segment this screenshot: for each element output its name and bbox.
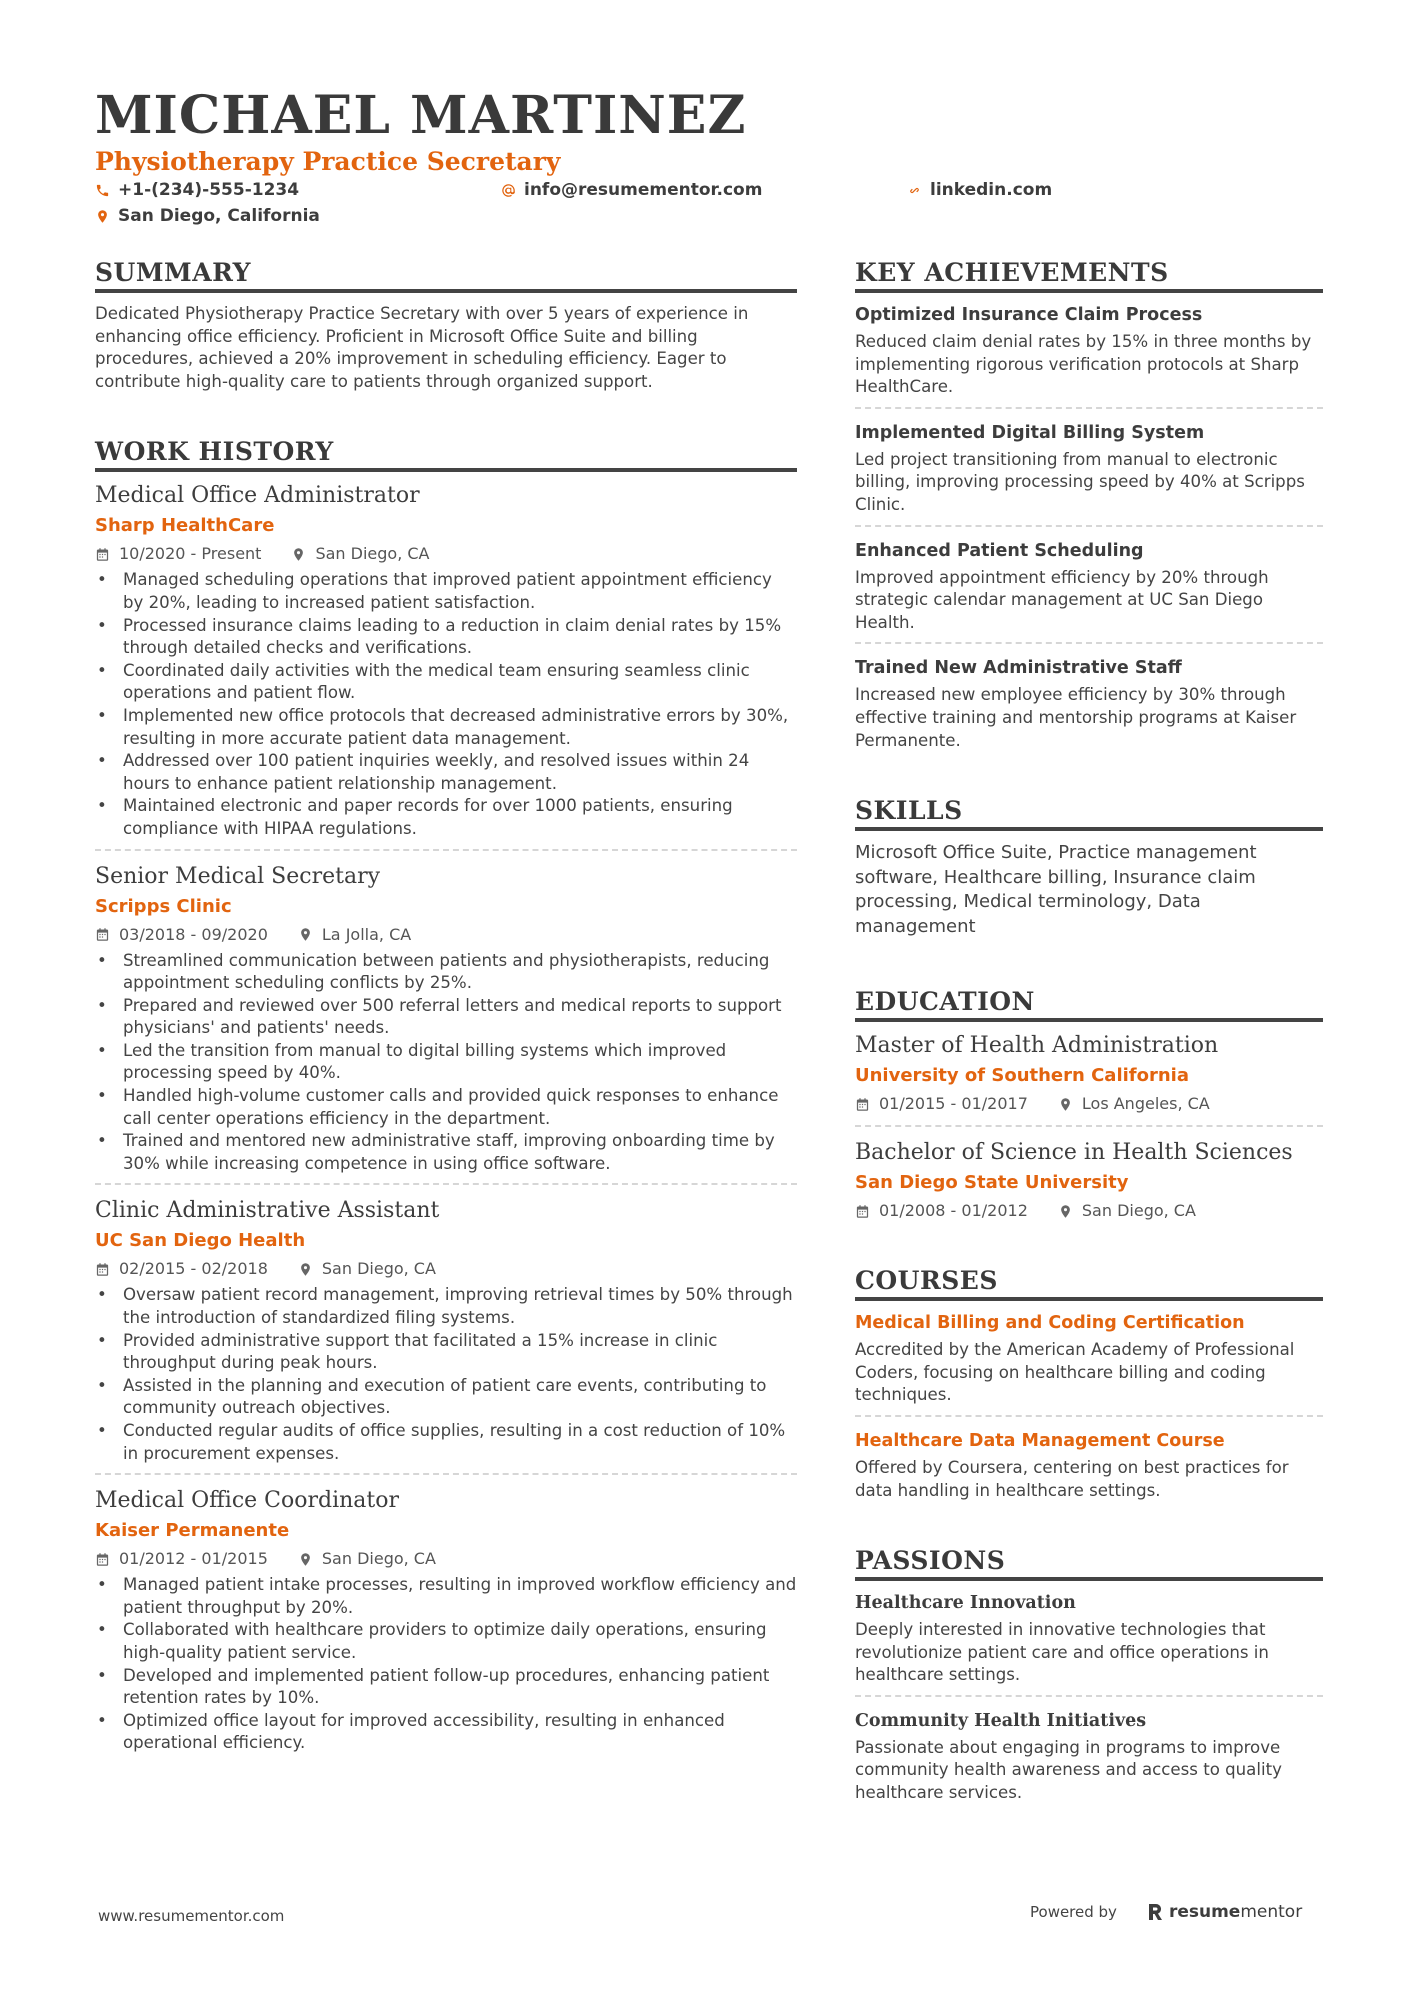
entry-dates: 01/2012 - 01/2015	[119, 1549, 268, 1569]
skills-heading: SKILLS	[855, 796, 1323, 831]
entry-dates: 03/2018 - 09/2020	[119, 924, 268, 944]
job-bullet: • Managed scheduling operations that improved patient appointment efficiency by 20%, leading to increased patient satisfaction.	[95, 569, 797, 614]
job-bullets	[95, 1284, 797, 1465]
phone-icon	[95, 183, 110, 198]
brand-name-bold: resume	[1168, 1902, 1241, 1922]
candidate-title: Physiotherapy Practice Secretary	[95, 147, 561, 176]
entry-meta	[95, 924, 797, 946]
calendar-icon	[95, 1552, 110, 1567]
calendar-icon	[95, 1262, 110, 1277]
entry-location	[1058, 1200, 1196, 1222]
entry-dates: 01/2008 - 01/2012	[879, 1201, 1028, 1221]
education-heading: EDUCATION	[855, 987, 1323, 1022]
courses-section	[855, 1266, 1323, 1510]
right-column	[855, 258, 1323, 1813]
job-bullet: • Led the transition from manual to digital billing systems which improved processing speed by 40%.	[95, 1040, 797, 1085]
entry-dates: 01/2015 - 01/2017	[879, 1094, 1028, 1114]
courses-heading: COURSES	[855, 1266, 1323, 1301]
contact-location	[95, 206, 320, 226]
job-bullet: • Provided administrative support that facilitated a 15% increase in clinic throughput during peak hours.	[95, 1330, 797, 1375]
course-entry	[855, 1311, 1323, 1415]
contact-email[interactable]	[501, 180, 762, 200]
passion-title: Healthcare Innovation	[855, 1593, 1076, 1614]
entry-meta	[95, 1258, 797, 1280]
achievement-text: Increased new employee efficiency by 30% through effective training and mentorship programs at Kaiser Permanente.	[855, 685, 1297, 750]
skills-section	[855, 796, 1323, 939]
summary-section	[95, 258, 797, 393]
footer-branding	[1030, 1902, 1302, 1922]
education-entry	[855, 1125, 1323, 1232]
achievement-entry	[855, 642, 1323, 760]
passions-section	[855, 1546, 1323, 1813]
achievement-text: Led project transitioning from manual to electronic billing, improving processing speed by 40% at Scripps Clinic.	[855, 449, 1305, 514]
achievement-entry	[855, 303, 1323, 407]
entry-location-text: San Diego, CA	[315, 544, 430, 564]
achievement-text: Improved appointment efficiency by 20% through strategic calendar management at UC San Diego Health.	[855, 567, 1269, 632]
calendar-icon	[95, 927, 110, 942]
course-title: Medical Billing and Coding Certification	[855, 1313, 1245, 1334]
job-bullet: • Optimized office layout for improved accessibility, resulting in enhanced operational efficiency.	[95, 1710, 797, 1755]
resume-header	[95, 85, 1325, 232]
linkedin-text: linkedin.com	[930, 180, 1053, 200]
company-name: UC San Diego Health	[95, 1230, 306, 1252]
phone-text: +1-(234)-555-1234	[118, 180, 300, 200]
entry-meta	[855, 1093, 1323, 1115]
map-pin-icon	[291, 547, 306, 562]
company-name: Kaiser Permanente	[95, 1520, 290, 1542]
map-pin-icon	[298, 1552, 313, 1567]
map-pin-icon	[1058, 1097, 1073, 1112]
course-text: Offered by Coursera, centering on best practices for data handling in healthcare settings.	[855, 1457, 1289, 1500]
contact-linkedin[interactable]	[907, 180, 1052, 200]
job-title: Senior Medical Secretary	[95, 863, 381, 889]
entry-dates: 10/2020 - Present	[119, 544, 262, 564]
entry-dates: 02/2015 - 02/2018	[119, 1259, 268, 1279]
achievement-title: Optimized Insurance Claim Process	[855, 305, 1203, 325]
job-bullet: • Collaborated with healthcare providers to optimize daily operations, ensuring high-quality patient service.	[95, 1619, 797, 1664]
work-history-section	[95, 437, 797, 1763]
email-text: info@resumementor.com	[524, 180, 763, 200]
entry-location	[298, 924, 411, 946]
calendar-icon	[855, 1097, 870, 1112]
job-bullet: • Handled high-volume customer calls and provided quick responses to enhance call center operations efficiency in the department.	[95, 1085, 797, 1130]
achievement-entry	[855, 407, 1323, 525]
entry-meta	[855, 1200, 1323, 1222]
job-bullet: • Implemented new office protocols that decreased administrative errors by 30%, resulting in more accurate patient data management.	[95, 705, 797, 750]
location-text: San Diego, California	[118, 206, 320, 226]
work-history-heading: WORK HISTORY	[95, 437, 797, 472]
passion-entry	[855, 1591, 1323, 1695]
job-bullet: • Prepared and reviewed over 500 referral letters and medical reports to support physicians' and patients' needs.	[95, 995, 797, 1040]
passion-text: Deeply interested in innovative technologies that revolutionize patient care and office operations in healthcare settings.	[855, 1620, 1269, 1685]
course-title: Healthcare Data Management Course	[855, 1430, 1225, 1451]
contact-info	[95, 180, 1325, 232]
calendar-icon	[95, 547, 110, 562]
job-bullet: • Maintained electronic and paper records for over 1000 patients, ensuring compliance with HIPAA regulations.	[95, 795, 797, 840]
job-bullet: • Assisted in the planning and execution of patient care events, contributing to community outreach objectives.	[95, 1375, 797, 1420]
education-list	[855, 1032, 1323, 1232]
achievement-text: Reduced claim denial rates by 15% in three months by implementing rigorous verification protocols at Sharp HealthCare.	[855, 332, 1312, 397]
job-bullet: • Oversaw patient record management, improving retrieval times by 50% through the introduction of standardized filing systems.	[95, 1284, 797, 1329]
job-title: Medical Office Administrator	[95, 483, 420, 509]
job-bullet: • Managed patient intake processes, resulting in improved workflow efficiency and patient throughput by 20%.	[95, 1574, 797, 1619]
passion-title: Community Health Initiatives	[855, 1710, 1147, 1731]
education-section	[855, 987, 1323, 1232]
course-text: Accredited by the American Academy of Professional Coders, focusing on healthcare billing and coding techniques.	[855, 1340, 1295, 1405]
entry-location-text: San Diego, CA	[321, 1259, 436, 1279]
passions-heading: PASSIONS	[855, 1546, 1323, 1581]
job-bullet: • Trained and mentored new administrative staff, improving onboarding time by 30% while increasing competence in using office software.	[95, 1130, 797, 1175]
map-pin-icon	[1058, 1204, 1073, 1219]
job-bullets	[95, 950, 797, 1176]
powered-by-label: Powered by	[1030, 1903, 1117, 1921]
job-title: Clinic Administrative Assistant	[95, 1198, 440, 1224]
link-icon	[907, 183, 922, 198]
entry-location-text: Los Angeles, CA	[1081, 1094, 1210, 1114]
course-list	[855, 1311, 1323, 1510]
degree-title: Master of Health Administration	[855, 1033, 1219, 1059]
job-bullets	[95, 1574, 797, 1755]
achievement-title: Implemented Digital Billing System	[855, 422, 1205, 443]
education-entry	[855, 1032, 1323, 1125]
entry-location-text: San Diego, CA	[1081, 1201, 1196, 1221]
school-name: San Diego State University	[855, 1172, 1129, 1194]
job-bullet: • Processed insurance claims leading to a reduction in claim denial rates by 15% through detailed checks and verifications.	[95, 615, 797, 660]
brand-logo[interactable]	[1147, 1902, 1302, 1922]
school-name: University of Southern California	[855, 1065, 1190, 1087]
job-title: Medical Office Coordinator	[95, 1488, 400, 1514]
job-entry	[95, 849, 797, 1184]
course-entry	[855, 1415, 1323, 1510]
passion-list	[855, 1591, 1323, 1813]
calendar-icon	[855, 1204, 870, 1219]
map-pin-icon	[95, 209, 110, 224]
entry-location	[298, 1548, 436, 1570]
company-name: Scripps Clinic	[95, 895, 232, 917]
job-entry	[95, 1183, 797, 1473]
achievement-list	[855, 303, 1323, 760]
job-bullet: • Developed and implemented patient follow-up procedures, enhancing patient retention rates by 10%.	[95, 1665, 797, 1710]
degree-title: Bachelor of Science in Health Sciences	[855, 1140, 1293, 1166]
achievement-entry	[855, 525, 1323, 643]
job-bullet: • Streamlined communication between patients and physiotherapists, reducing appointment scheduling conflicts by 25%.	[95, 950, 797, 995]
entry-location-text: La Jolla, CA	[321, 924, 412, 944]
job-bullets	[95, 569, 797, 840]
achievements-heading: KEY ACHIEVEMENTS	[855, 258, 1323, 293]
summary-heading: SUMMARY	[95, 258, 797, 293]
entry-meta	[95, 1548, 797, 1570]
footer-website[interactable]: www.resumementor.com	[98, 1907, 285, 1925]
summary-text: Dedicated Physiotherapy Practice Secretary with over 5 years of experience in enhancing office efficiency. Proficient in Microsoft Office Suite and billing procedures, achieved a 20% improvement in scheduling efficiency. Eager to contribute high-quality care to patients through organized support.	[95, 304, 749, 391]
passion-entry	[855, 1695, 1323, 1813]
candidate-name: MICHAEL MARTINEZ	[95, 85, 747, 146]
brand-name-light: mentor	[1240, 1902, 1303, 1922]
map-pin-icon	[298, 1262, 313, 1277]
job-entry	[95, 1473, 797, 1763]
job-bullet: • Coordinated daily activities with the medical team ensuring seamless clinic operations and patient flow.	[95, 660, 797, 705]
passion-text: Passionate about engaging in programs to improve community health awareness and access to quality healthcare services.	[855, 1737, 1282, 1803]
left-column	[95, 258, 797, 1763]
achievements-section	[855, 258, 1323, 760]
contact-phone[interactable]	[95, 180, 299, 200]
job-bullet: • Conducted regular audits of office supplies, resulting in a cost reduction of 10% in procurement expenses.	[95, 1420, 797, 1465]
entry-location	[298, 1258, 436, 1280]
entry-location	[291, 543, 429, 565]
job-list	[95, 482, 797, 1763]
achievement-title: Enhanced Patient Scheduling	[855, 540, 1144, 561]
achievement-title: Trained New Administrative Staff	[855, 658, 1182, 679]
entry-location-text: San Diego, CA	[321, 1549, 436, 1569]
at-icon	[501, 183, 516, 198]
company-name: Sharp HealthCare	[95, 515, 275, 537]
job-entry	[95, 482, 797, 848]
job-bullet: • Addressed over 100 patient inquiries weekly, and resolved issues within 24 hours to enhance patient relationship management.	[95, 750, 797, 795]
skills-text: Microsoft Office Suite, Practice management software, Healthcare billing, Insurance claim processing, Medical terminology, Data management	[855, 842, 1257, 937]
resumementor-logo-icon	[1147, 1903, 1163, 1921]
entry-location	[1058, 1093, 1210, 1115]
entry-meta	[95, 543, 797, 565]
map-pin-icon	[298, 927, 313, 942]
